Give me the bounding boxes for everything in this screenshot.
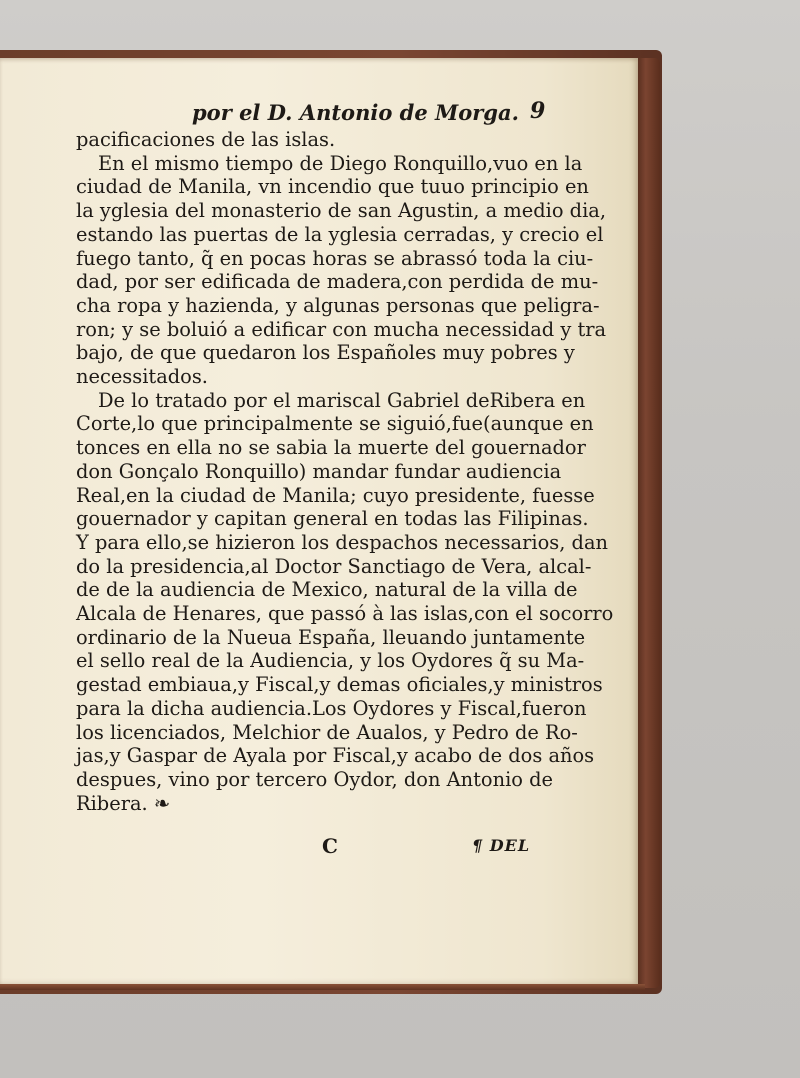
running-head: por el D. Antonio de Morga. xyxy=(192,100,519,125)
text-line: don Gonçalo Ronquillo) mandar fundar audiencia xyxy=(76,459,562,483)
text-line: necessitados. xyxy=(76,365,208,389)
folio-number: 9 xyxy=(530,98,546,124)
text-line: estando las puertas de la yglesia cerradas, y crecio el xyxy=(76,222,604,246)
text-line: bajo, de que quedaron los Españoles muy pobres y xyxy=(76,341,575,365)
text-line: pacificaciones de las islas. xyxy=(76,128,336,151)
text-line: fuego tanto, q̃ en pocas horas se abrassó toda la ciu- xyxy=(76,246,594,270)
text-line: jas,y Gaspar de Ayala por Fiscal,y acabo de dos años xyxy=(76,744,595,768)
catchword: ¶ DEL xyxy=(472,836,531,855)
text-line: cha ropa y hazienda, y algunas personas que peligra- xyxy=(76,293,600,317)
body-text xyxy=(76,128,614,815)
text-line: En el mismo tiempo de Diego Ronquillo,vuo en la xyxy=(98,151,583,175)
text-line: Alcala de Henares, que passó à las islas,con el socorro xyxy=(76,602,614,626)
text-line: gouernador y capitan general en todas las Filipinas. xyxy=(76,507,589,531)
text-line: do la presidencia,al Doctor Sanctiago de Vera, alcal- xyxy=(76,554,592,578)
text-line: Real,en la ciudad de Manila; cuyo presidente, fuesse xyxy=(76,483,595,507)
text-line: para la dicha audiencia.Los Oydores y Fiscal,fueron xyxy=(76,696,587,720)
text-line: gestad embiaua,y Fiscal,y demas oficiales,y ministros xyxy=(76,673,603,697)
signature-mark: C xyxy=(322,834,338,858)
text-line: dad, por ser edificada de madera,con perdida de mu- xyxy=(76,270,599,294)
text-line: el sello real de la Audiencia, y los Oydores q̃ su Ma- xyxy=(76,649,585,673)
text-line: Ribera. ❧ xyxy=(76,791,171,815)
text-line: Corte,lo que principalmente se siguió,fue(aunque en xyxy=(76,412,594,436)
text-line: despues, vino por tercero Oydor, don Antonio de xyxy=(76,767,553,791)
text-line: ron; y se boluió a edificar con mucha necessidad y tra xyxy=(76,317,607,341)
text-line: ciudad de Manila, vn incendio que tuuo principio en xyxy=(76,175,589,199)
text-line: De lo tratado por el mariscal Gabriel deRibera en xyxy=(98,388,586,412)
text-line: de de la audiencia de Mexico, natural de la villa de xyxy=(76,578,578,602)
cover-bottom-edge xyxy=(0,984,645,990)
text-line: ordinario de la Nueua España, lleuando juntamente xyxy=(76,625,586,649)
text-line: Y para ello,se hizieron los despachos necessarios, dan xyxy=(76,530,609,554)
text-line: los licenciados, Melchior de Aualos, y Pedro de Ro- xyxy=(76,720,578,744)
text-line: tonces en ella no se sabia la muerte del gouernador xyxy=(76,436,586,460)
text-line: la yglesia del monasterio de san Agustin, a medio dia, xyxy=(76,199,606,223)
